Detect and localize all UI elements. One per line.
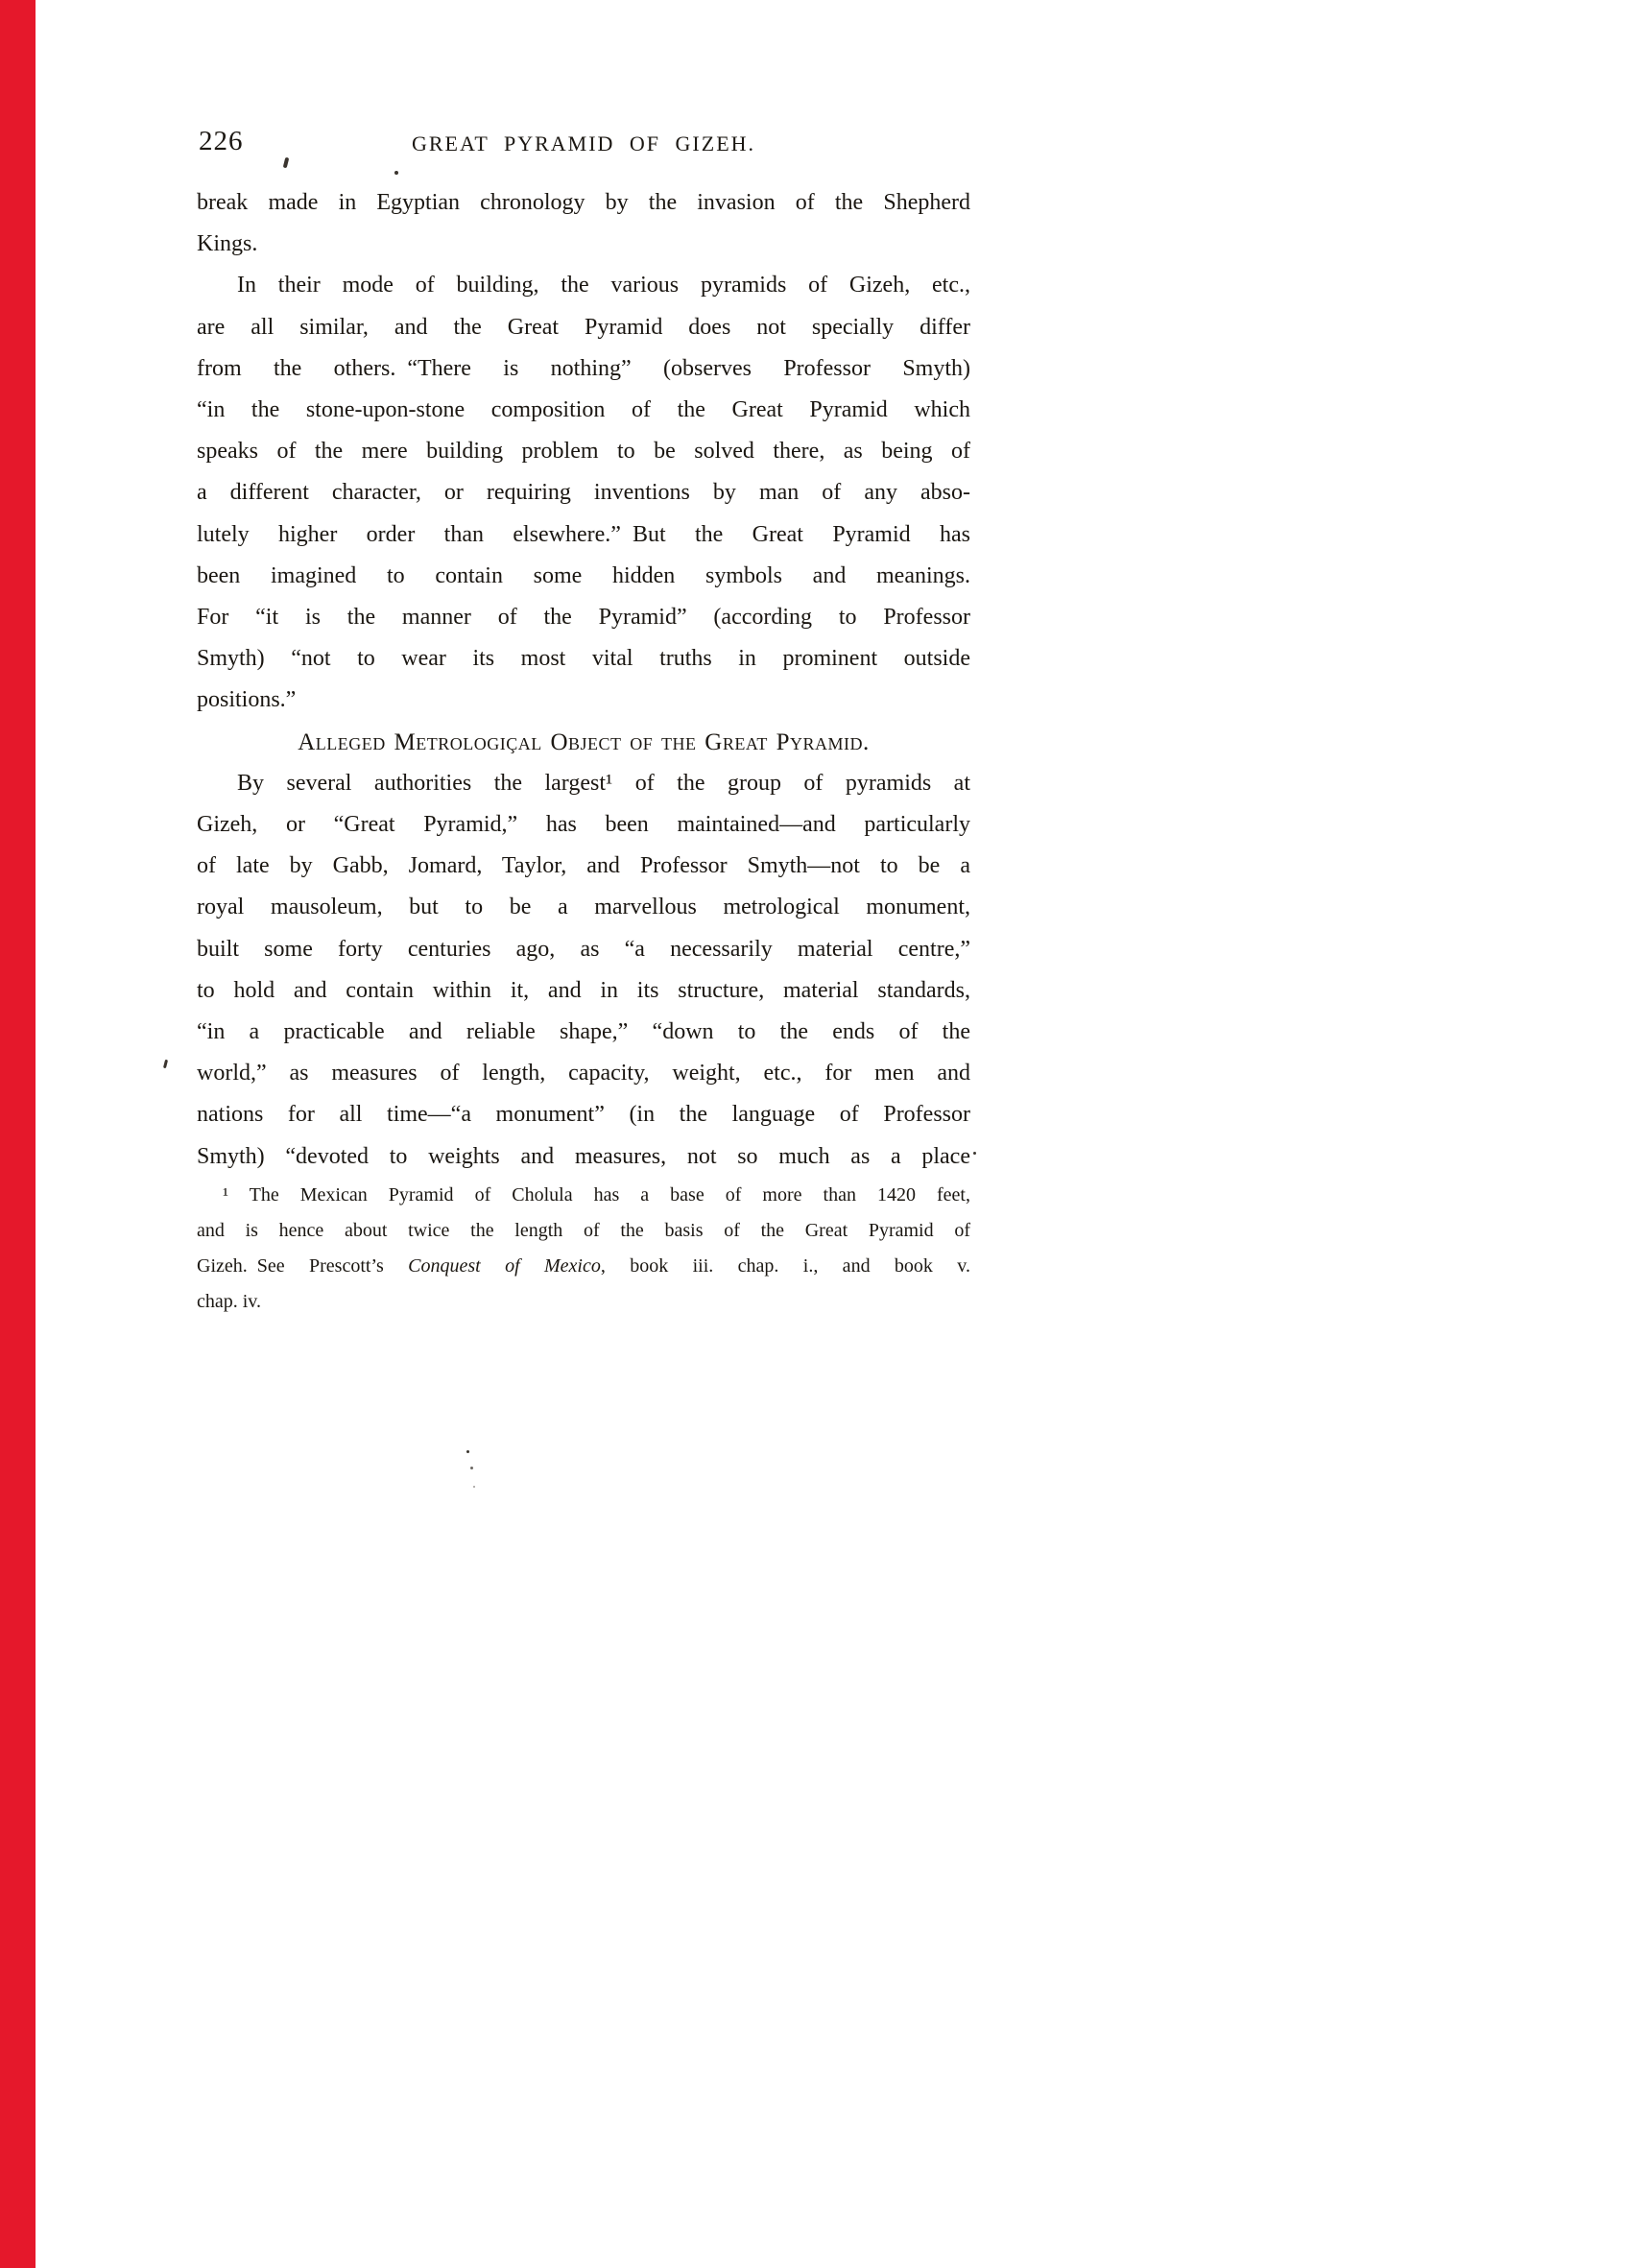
text-segment: Gizeh. See Prescott’s [197,1255,409,1277]
page-header [197,126,970,164]
text-line: royal mausoleum, but to be a marvellous metrological monument, [197,895,970,920]
ink-speck [473,1486,475,1488]
ink-speck [466,1450,469,1453]
text-line: nations for all time—“a monument” (in the language of Professor [197,1102,970,1128]
text-line: chap. iv. [197,1291,262,1312]
text-line: to hold and contain within it, and in its structure, material standards, [197,977,970,1003]
text-line: In their mode of building, the various pyramids of Gizeh, etc., [237,273,970,298]
text-line: Kings. [197,231,258,257]
ink-speck [163,1060,168,1068]
text-line: from the others. “There is nothing” (observes Professor Smyth) [197,355,970,381]
text-line: built some forty centuries ago, as “a necessarily material centre,” [197,936,970,962]
text-line: “in the stone-upon-stone composition of the Great Pyramid which [197,397,970,423]
text-segment: , book iii. chap. i., and book v. [600,1255,971,1277]
text-line: been imagined to contain some hidden symbols and meanings. [197,562,970,588]
text-line: Smyth) “not to wear its most vital truths in prominent outside [197,646,970,672]
text-line: Gizeh, or “Great Pyramid,” has been maintained—and particularly [197,812,970,838]
section-heading: Alleged Metrologiçal Object of the Great Pyramid. [298,728,870,755]
text-line: For “it is the manner of the Pyramid” (according to Professor [197,605,970,631]
text-line: of late by Gabb, Jomard, Taylor, and Professor Smyth—not to be a [197,853,970,879]
text-block [197,182,970,1178]
ink-speck [470,1467,473,1469]
text-line: lutely higher order than elsewhere.” But the Great Pyramid has [197,521,970,547]
text-line: speaks of the mere building problem to be solved there, as being of [197,439,970,465]
page-number: 226 [199,126,244,156]
text-line: ¹ The Mexican Pyramid of Cholula has a base of more than 1420 feet, [223,1184,970,1206]
text-line: “in a practicable and reliable shape,” “down to the ends of the [197,1019,970,1045]
text-line: break made in Egyptian chronology by the invasion of the Shepherd [197,190,970,215]
text-line: world,” as measures of length, capacity, weight, etc., for men and [197,1061,970,1086]
running-head: GREAT PYRAMID OF GIZEH. [411,131,756,155]
text-line: are all similar, and the Great Pyramid does not specially differ [197,314,970,340]
text-line: By several authorities the largest¹ of the group of pyramids at [237,770,970,796]
text-line [197,1249,970,1284]
ink-speck [394,171,398,175]
ink-speck [973,1152,976,1155]
footnote [197,1178,970,1320]
book-binding-edge [0,0,36,2268]
italic-text: Conquest of Mexico [408,1255,601,1277]
text-line: positions.” [197,687,297,713]
text-line: Smyth) “devoted to weights and measures, not so much as a place [197,1143,970,1169]
text-line: and is hence about twice the length of the basis of the Great Pyramid of [197,1220,970,1241]
text-line: a different character, or requiring inventions by man of any abso- [197,480,970,506]
